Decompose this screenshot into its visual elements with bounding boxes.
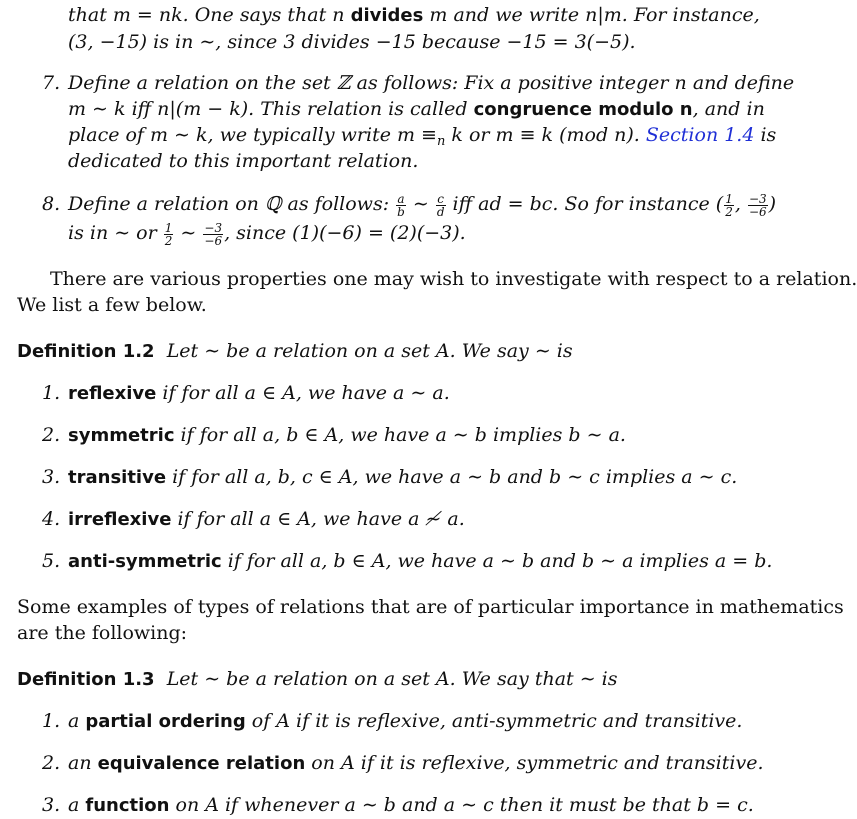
fraction (164, 222, 174, 247)
term-divides: divides (350, 5, 424, 26)
item7-line2 (68, 96, 765, 123)
similar-symbol: ∼ (406, 193, 435, 215)
type-text: on A if whenever a ∼ b and a ∼ c then it must be that b = c. (169, 794, 754, 816)
term-partial-ordering: partial ordering (85, 711, 246, 732)
list-number: 3. (42, 466, 61, 488)
term-function: function (85, 795, 170, 816)
article-text: an (68, 752, 98, 774)
property-text: if for all a, b ∈ A, we have a ∼ b implies b ∼ a. (174, 424, 626, 446)
fraction (203, 222, 223, 247)
paragraph-line: Some examples of types of relations that are of particular importance in mathematics (17, 596, 844, 618)
item6-text: that (68, 4, 113, 26)
paragraph-line: There are various properties one may wish to investigate with respect to a relation. (50, 268, 857, 290)
item8-text: ) (768, 193, 777, 215)
article-text: a (68, 794, 86, 816)
definition-label: Definition 1.3 (17, 669, 155, 690)
property-symmetric (68, 422, 626, 449)
subscript: n (436, 134, 446, 149)
definition-1-3-heading (17, 666, 617, 693)
list-number: 2. (42, 752, 61, 774)
denominator: b (397, 205, 405, 219)
numerator: 1 (164, 221, 173, 235)
item7-text: place of m ∼ k, we typically write m ≡ (68, 124, 437, 146)
item8-line1 (68, 191, 776, 218)
item6-variable: n (332, 4, 345, 26)
term-anti-symmetric: anti-symmetric (68, 551, 222, 572)
item7-text: , and in (692, 98, 765, 120)
numerator: c (437, 192, 445, 206)
list-number: 3. (42, 794, 61, 816)
property-text: if for all a, b, c ∈ A, we have a ∼ b and b ∼ c implies a ∼ c. (166, 466, 738, 488)
definition-label: Definition 1.2 (17, 341, 155, 362)
list-number: 1. (42, 382, 61, 404)
section-link[interactable]: Section 1.4 (645, 124, 755, 146)
type-text: on A if it is reflexive, symmetric and transitive. (305, 752, 764, 774)
fraction (396, 193, 406, 218)
type-equivalence-relation (68, 750, 763, 777)
list-number: 2. (42, 424, 61, 446)
property-transitive (68, 464, 737, 491)
item7-line1: Define a relation on the set ℤ as follows: Fix a positive integer n and define (68, 72, 795, 94)
item6-line1 (68, 2, 760, 29)
term-irreflexive: irreflexive (68, 509, 172, 530)
numerator: 1 (725, 192, 733, 206)
term-reflexive: reflexive (68, 383, 157, 404)
type-text: of A if it is reflexive, anti-symmetric and transitive. (245, 710, 743, 732)
item7-text: is (754, 124, 777, 146)
fraction (724, 193, 734, 218)
paragraph-line: We list a few below. (17, 294, 207, 316)
term-symmetric: symmetric (68, 425, 175, 446)
item8-text: Define a relation on ℚ as follows: (68, 193, 396, 215)
property-text: if for all a, b ∈ A, we have a ∼ b and b ∼ a implies a = b. (221, 550, 773, 572)
article-text: a (68, 710, 86, 732)
list-number: 7. (42, 72, 61, 94)
numerator: −3 (204, 221, 223, 235)
fraction (436, 193, 446, 218)
list-number: 1. (42, 710, 61, 732)
numerator: a (397, 192, 405, 206)
similar-symbol: ∼ (174, 222, 203, 244)
term-congruence-modulo-n: congruence modulo n (473, 99, 693, 120)
item8-text: iff ad = bc. So for instance ( (446, 193, 724, 215)
item7-text: m ∼ k iff n|(m − k). This relation is called (68, 98, 474, 120)
denominator: d (436, 205, 445, 219)
definition-text: Let ∼ be a relation on a set A. We say that ∼ is (166, 668, 618, 690)
denominator: −6 (748, 205, 767, 219)
numerator: −3 (748, 192, 767, 206)
property-irreflexive (68, 506, 465, 533)
denominator: −6 (204, 234, 223, 248)
item8-text: , since (1)(−6) = (2)(−3). (224, 222, 466, 244)
item7-line4: dedicated to this important relation. (68, 150, 419, 172)
paragraph-line: are the following: (17, 622, 188, 644)
item6-text: m and we write n|m. For instance, (423, 4, 760, 26)
property-text: if for all a ∈ A, we have a ≁ a. (171, 508, 465, 530)
item6-line2: (3, −15) is in ∼, since 3 divides −15 because −15 = 3(−5). (68, 31, 636, 53)
list-number: 5. (42, 550, 61, 572)
denominator: 2 (164, 234, 173, 248)
list-number: 4. (42, 508, 61, 530)
definition-1-2-heading (17, 338, 573, 365)
term-transitive: transitive (68, 467, 167, 488)
item8-line2 (68, 220, 466, 247)
item8-text: is in ∼ or (68, 222, 163, 244)
type-partial-ordering (68, 708, 742, 735)
item7-text: k or m ≡ k (mod n). (445, 124, 646, 146)
property-reflexive (68, 380, 450, 407)
property-text: if for all a ∈ A, we have a ∼ a. (156, 382, 450, 404)
denominator: 2 (725, 205, 733, 219)
property-anti-symmetric (68, 548, 772, 575)
term-equivalence-relation: equivalence relation (97, 753, 306, 774)
comma: , (734, 193, 747, 215)
definition-text: Let ∼ be a relation on a set A. We say ∼ is (166, 340, 573, 362)
list-number: 8. (42, 193, 61, 215)
item6-text: . One says that (182, 4, 333, 26)
type-function (68, 792, 754, 819)
item6-equation: m = nk (112, 4, 183, 26)
fraction (748, 193, 768, 218)
